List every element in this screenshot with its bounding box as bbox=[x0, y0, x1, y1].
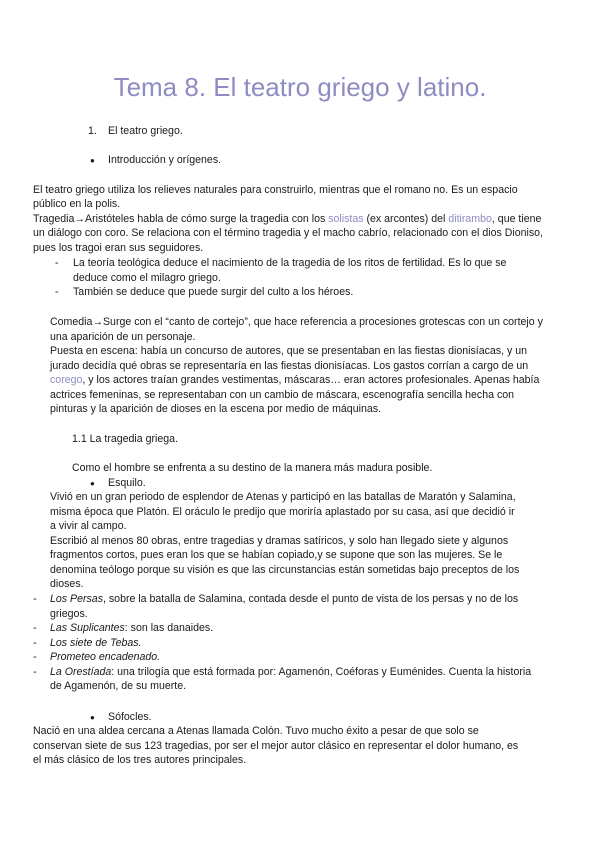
link-ditirambo[interactable]: ditirambo bbox=[448, 213, 492, 225]
escena-line: actrices femeninas, se representaban con un cambio de máscara, escenografía sencilla hecha con bbox=[50, 389, 515, 401]
dash-icon: - bbox=[33, 666, 37, 678]
escena-line: pinturas y la aparición de dioses en la escena por medio de máquinas. bbox=[50, 403, 381, 415]
esquilo-works-line: Escribió al menos 80 obras, entre tragedias y dramas satíricos, y solo han llegado siete y algunos bbox=[50, 535, 509, 547]
dash-icon: - bbox=[33, 593, 37, 605]
escena-line: corego, y los actores traían grandes vestimentas, máscaras… eran actores profesionales. Apenas había bbox=[50, 374, 540, 386]
dash-icon: - bbox=[33, 651, 37, 663]
sofocles-heading: Sófocles. bbox=[108, 711, 152, 723]
work-item: Los Persas, sobre la batalla de Salamina, contada desde el punto de vista de los persas y no de los bbox=[50, 593, 519, 605]
tragedia-line-1: Tragedia→Aristóteles habla de cómo surge la tragedia con los solistas (ex arcontes) del ditirambo, que tiene bbox=[33, 213, 542, 225]
sofocles-bio-line: conservan siete de sus 123 tragedias, por ser el mejor autor clásico en representar el dolor humano, es bbox=[33, 740, 519, 752]
heading-number: 1. bbox=[88, 125, 97, 137]
dash-item-line: La teoría teológica deduce el nacimiento de la tragedia de los ritos de fertilidad. Es lo que se bbox=[73, 257, 507, 269]
tragedia-griega-intro: Como el hombre se enfrenta a su destino de la manera más madura posible. bbox=[72, 462, 433, 474]
section-heading-teatro-griego: El teatro griego. bbox=[108, 125, 183, 137]
sofocles-bio-line: el más clásico de los tres autores principales. bbox=[33, 754, 247, 766]
esquilo-works-line: dioses. bbox=[50, 578, 84, 590]
page-title: Tema 8. El teatro griego y latino. bbox=[113, 72, 487, 102]
link-solistas[interactable]: solistas bbox=[328, 213, 364, 225]
dash-item-line: También se deduce que puede surgir del culto a los héroes. bbox=[73, 286, 354, 298]
bullet-icon: ● bbox=[90, 713, 95, 722]
escena-line: Puesta en escena: había un concurso de autores, que se presentaban en las fiestas dionisíacas, y un bbox=[50, 345, 528, 357]
esquilo-bio-line: misma época que Platón. El oráculo le predijo que moriría aplastado por su casa, así que decidió ir bbox=[50, 506, 515, 518]
esquilo-bio-line: Vivió en un gran periodo de esplendor de Atenas y participó en las batallas de Maratón y Salamina, bbox=[50, 491, 516, 503]
sofocles-bio-line: Nació en una aldea cercana a Atenas llamada Colón. Tuvo mucho éxito a pesar de que solo se bbox=[33, 725, 479, 737]
link-corego[interactable]: corego bbox=[50, 374, 83, 386]
section-heading-tragedia-griega: 1.1 La tragedia griega. bbox=[72, 433, 179, 445]
work-item: Las Suplicantes: son las danaides. bbox=[50, 622, 214, 634]
tragedia-line-2: un diálogo con coro. Se relaciona con el término tragedia y el macho cabrío, relacionado con el dios Dioniso, bbox=[33, 227, 543, 239]
work-item: Prometeo encadenado. bbox=[50, 651, 161, 663]
dash-icon: - bbox=[55, 257, 59, 269]
esquilo-bio-line: a vivir al campo. bbox=[50, 520, 127, 532]
intro-bullet-text: Introducción y orígenes. bbox=[108, 154, 222, 166]
comedia-line: Comedia→Surge con el “canto de cortejo”, que hace referencia a procesiones grotescas con un cortejo y bbox=[50, 316, 543, 328]
dash-icon: - bbox=[33, 622, 37, 634]
esquilo-heading: Esquilo. bbox=[108, 477, 146, 489]
work-item-cont: de Agamenón, de su muerte. bbox=[50, 680, 187, 692]
esquilo-works-line: denomina teólogo porque su visión es que las circunstancias están sometidas bajo preceptos de los bbox=[50, 564, 520, 576]
escena-line: jurado decidía qué obras se representaría en las fiestas dionisíacas. Los gastos corrían a cargo de un bbox=[50, 360, 529, 372]
bullet-icon: ● bbox=[90, 479, 95, 488]
bullet-icon: ● bbox=[90, 156, 95, 165]
dash-icon: - bbox=[55, 286, 59, 298]
comedia-line: una aparición de un personaje. bbox=[50, 331, 196, 343]
dash-icon: - bbox=[33, 637, 37, 649]
work-item: La Orestíada: una trilogía que está formada por: Agamenón, Coéforas y Euménides. Cuenta la historia bbox=[50, 666, 532, 678]
esquilo-works-line: fragmentos cortos, pues eran los que se habían copiado,y se supone que son las mujeres. Se le bbox=[50, 549, 503, 561]
intro-para-line: El teatro griego utiliza los relieves naturales para construirlo, mientras que el romano no. Es un espacio bbox=[33, 184, 518, 196]
tragedia-line-3: pues los tragoi eran sus seguidores. bbox=[33, 242, 204, 254]
work-item: Los siete de Tebas. bbox=[50, 637, 142, 649]
intro-para-line: público en la polis. bbox=[33, 198, 121, 210]
work-item-cont: griegos. bbox=[50, 608, 88, 620]
dash-item-line: deduce como el milagro griego. bbox=[73, 272, 221, 284]
